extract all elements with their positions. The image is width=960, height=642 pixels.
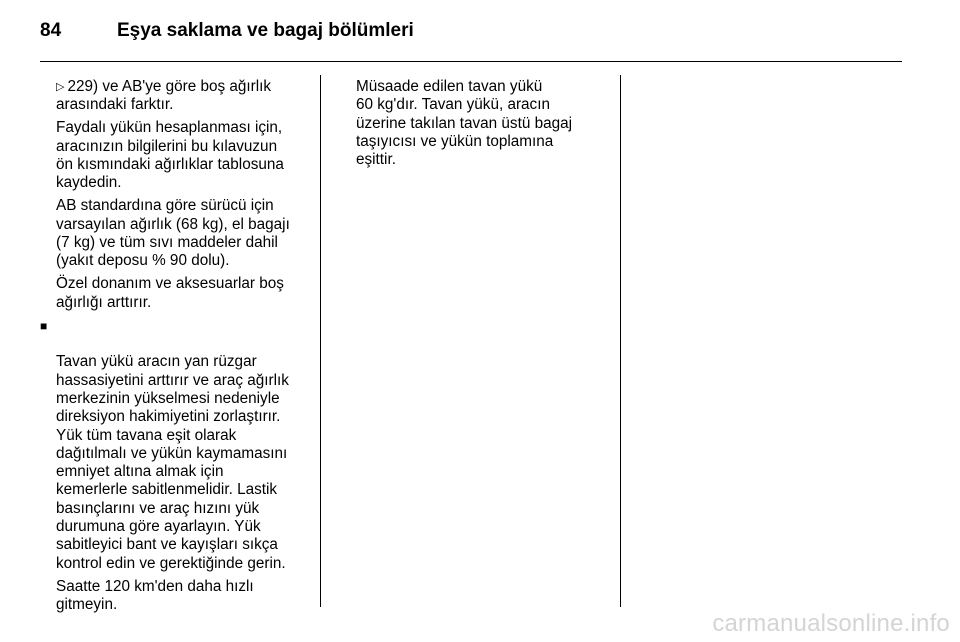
bullet-text: Tavan yükü aracın yan rüzgar hassasiyetini arttırır ve araç ağırlık merkezinin yükselmesi nedeniyle direksiyon hakimiyetini zorlaştırır. Yük tüm tavana eşit olarak dağıtılmalı ve yükün kaymamasını emniyet altına almak için kemerlerle sabitlenmelidir. Lastik basınçlarını ve araç hızını yük durumuna göre ayarlayın. Yük sabitleyici bant ve kayışları sıkça kontrol edin ve gerektiğinde gerin. [56, 353, 289, 572]
paragraph-speed-limit: Saatte 120 km'den daha hızlı gitmeyin. [56, 577, 254, 613]
section-title: Eşya saklama ve bagaj bölümleri [117, 20, 414, 41]
paragraph-weight-difference [40, 78, 312, 115]
left-column [40, 78, 312, 619]
paragraph-text: 229) ve AB'ye göre boş ağırlık arasındaki farktır. [56, 78, 272, 114]
paragraph-eu-standard: AB standardına göre sürücü için varsayılan ağırlık (68 kg), el bagajı (7 kg) ve tüm sıvı maddeler dahil (yakıt deposu % 90 dolu). [56, 197, 290, 270]
bullet-square-icon: ■ [40, 318, 48, 333]
page-header [0, 0, 960, 62]
middle-column [356, 78, 596, 174]
header-divider [40, 61, 902, 62]
watermark: carmanualsonline.info [712, 610, 950, 637]
paragraph-optional-equipment: Özel donanım ve aksesuarlar boş ağırlığı arttırır. [56, 275, 284, 311]
bullet-roof-load [40, 317, 312, 573]
paragraph-permitted-roof-load: Müsaade edilen tavan yükü 60 kg'dır. Tavan yükü, aracın üzerine takılan tavan üstü bagaj taşıyıcısı ve yükün toplamına eşittir. [356, 78, 573, 169]
reference-arrow-icon[interactable]: ▷ [56, 81, 65, 93]
column-divider-right [620, 75, 621, 607]
page-number: 84 [40, 20, 62, 41]
column-divider-left [320, 75, 321, 607]
paragraph-payload-calculation: Faydalı yükün hesaplanması için, aracınızın bilgilerini bu kılavuzun ön kısmındaki ağırlıklar tablosuna kaydedin. [56, 119, 284, 192]
